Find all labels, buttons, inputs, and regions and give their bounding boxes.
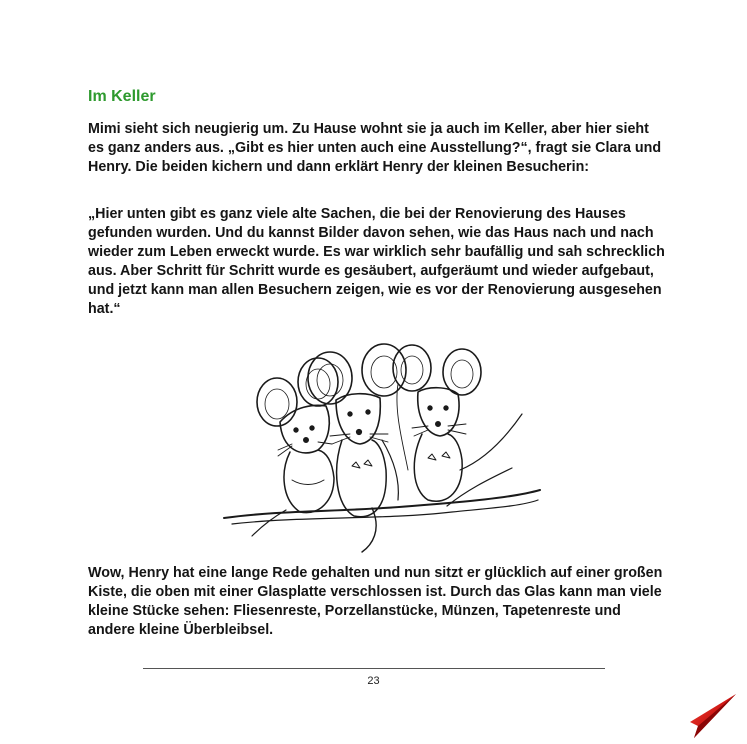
paragraph-henry-speech: „Hier unten gibt es ganz viele alte Sachen, die bei der Renovierung des Hauses gefunden wurden. Und du kannst Bilder davon sehen, wie das Haus nach und nach wieder zum Leben erweckt wurde. Es war wirklich sehr baufällig und sah schrecklich aus. Aber Schritt für Schritt wurde es gesäubert, aufgeräumt und wieder aufgebaut, und jetzt kann man allen Besuchern zeigen, wie es vor der Renovierung ausgesehen hat.“	[88, 206, 665, 317]
page-number: 23	[367, 675, 380, 687]
three-mice-illustration	[222, 340, 542, 555]
paragraph-henry-on-box: Wow, Henry hat eine lange Rede gehalten und nun sitzt er glücklich auf einer großen Kiste, die oben mit einer Glasplatte verschlossen ist. Durch das Glas kann man viele kleine Stücke sehen: Fliesenreste, Porzellanstücke, Münzen, Tapetenreste und andere kleine Überbleibsel.	[88, 565, 663, 638]
page-curl-corner-icon[interactable]	[688, 692, 738, 742]
chapter-heading: Im Keller	[88, 88, 156, 105]
paragraph-intro: Mimi sieht sich neugierig um. Zu Hause wohnt sie ja auch im Keller, aber hier sieht es ganz anders aus. „Gibt es hier unten auch eine Ausstellung?“, fragt sie Clara und Henry. Die beiden kichern und dann erklärt Henry der kleinen Besucherin:	[88, 121, 662, 175]
footer-divider	[143, 668, 605, 669]
